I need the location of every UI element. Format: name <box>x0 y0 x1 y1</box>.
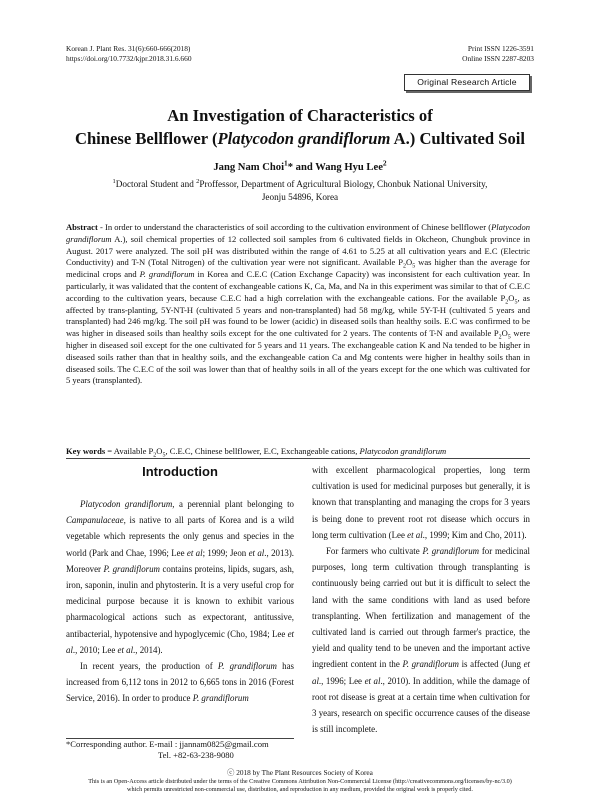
body-text: is affected (Jung <box>458 659 524 670</box>
intro-left-column <box>66 496 294 707</box>
abstract-text: O <box>406 257 413 268</box>
corresponding-marker: * <box>287 162 294 173</box>
affiliation <box>90 178 510 203</box>
subscript: 5 <box>162 452 166 459</box>
abstract-text: A.), soil chemical properties of 12 collected soil samples from 6 cultivated fields in Okcheon, Chungbuk province in August. 2017 were analyzed. The soil pH was distributed within the range of 4.61 to 5.25 at all cultivation years and E.C (Electric Conductivity) and T-N (Total Nitrogen) of the cultivation year were not significant. Available P <box>66 233 530 268</box>
body-italic: P. grandiflorum <box>217 661 277 672</box>
body-text: In recent years, the production of <box>80 661 218 672</box>
body-italic: P. grandiflorum <box>192 693 249 704</box>
body-italic: P. grandiflorum <box>402 659 459 670</box>
title-line-1: An Investigation of Characteristics of <box>167 106 433 125</box>
body-italic: et al <box>66 628 294 655</box>
title-text: A.) Cultivated Soil <box>390 129 526 148</box>
body-text: , a perennial plant belonging to <box>172 499 294 509</box>
subscript: 5 <box>412 264 416 271</box>
introduction-heading: Introduction <box>142 464 218 479</box>
author-separator: and <box>293 162 316 173</box>
body-text: ., 1996; Lee <box>318 675 365 686</box>
abstract <box>66 222 530 387</box>
title-species: Platycodon grandiflorum <box>217 129 391 148</box>
paper-title <box>60 104 540 150</box>
abstract-text: were higher in diseased soil except for the one cultivated for 5 years and 11 years. The exchangeable cation K and Na tended to be higher in diseased soils rather than that in healthy soils, and the exchangeable cation Ca and Mg contents were higher in healthy soils than in diseased soils. The C.E.C of the soil was lower than that of healthy soils in all of the years except for the one which was cultivated for 5 years (transplanted). <box>66 328 531 386</box>
keywords-italic: Platycodon grandiflorum <box>359 446 447 456</box>
doi-link[interactable]: https://doi.org/10.7732/kjpr.2018.31.6.660 <box>66 54 192 63</box>
keywords-label: Key words <box>66 446 106 456</box>
body-italic: et al <box>312 659 530 686</box>
title-line-2 <box>60 127 540 150</box>
body-text: ., 2013). Moreover <box>66 547 295 574</box>
intro-paragraph <box>66 658 294 707</box>
abstract-label: Abstract <box>66 222 98 232</box>
copyright-notice: ⓒ 2018 by The Plant Resources Society of Korea <box>227 768 373 777</box>
keywords-text: O <box>156 446 163 456</box>
license-line-1: This is an Open-Access article distributed under the terms of the Creative Commons Attribution Non-Commercial License (http://creativecommons.org/licenses/by-nc/3.0) <box>88 778 512 785</box>
affil-text: Proffessor, Department of Agricultural Biology, Chonbuk National University, <box>199 179 488 189</box>
affiliation-line-2: Jeonju 54896, Korea <box>261 191 339 202</box>
corr-label: *Corresponding author. <box>66 739 148 749</box>
body-text: ., 2010). In addition, while the damage of root rot disease is great at a certain time when cultivation for 3 years, research on specific occurrence causes of the disease is still incomplete. <box>312 675 531 735</box>
keywords <box>66 446 530 458</box>
abstract-text: - In order to understand the characteristics of soil according to the cultivation environment of Chinese bellflower ( <box>97 222 492 232</box>
body-italic: et al <box>407 529 423 540</box>
body-text: ., 2014). <box>133 644 163 655</box>
subscript: 5 <box>514 299 518 306</box>
body-text: ., 2010; Lee <box>72 644 118 655</box>
body-italic: et al <box>364 675 381 686</box>
affil-marker: 1 <box>284 158 288 168</box>
author-name: Jang Nam Choi <box>213 162 285 173</box>
license-notice <box>40 778 560 793</box>
author-list <box>60 158 540 173</box>
keywords-text: = Available P <box>105 446 154 456</box>
print-issn: Print ISSN 1226-3591 <box>467 44 534 53</box>
subscript: 2 <box>403 264 407 271</box>
title-text: Chinese Bellflower ( <box>74 129 218 148</box>
section-divider <box>66 458 530 459</box>
body-italic: P. grandiflorum <box>103 563 160 574</box>
intro-paragraph <box>312 543 530 737</box>
journal-header-left <box>66 44 192 64</box>
intro-right-column <box>312 462 530 737</box>
body-text: is native to all parts of Korea and is a wild vegetable which represents the only genus and species in the world (Park and Chae, 1996; Lee <box>66 515 294 558</box>
author-name: Wang Hyu Lee <box>315 162 383 173</box>
subscript: 2 <box>505 299 509 306</box>
subscript: 2 <box>153 452 157 459</box>
body-italic: et al <box>248 547 265 558</box>
abstract-text: O <box>508 292 515 303</box>
body-text: with excellent pharmacological properties, long term cultivation is used for medicinal purposes but generally, it is known that transplanting and managing the crops for 3 years is being done to prevent root rot disease which occurs in long term cultivation (Lee <box>312 465 530 540</box>
body-italic: et al <box>117 644 134 655</box>
body-text: for medicinal purposes, long term cultivation through transplanting is continuously being carried out but it is difficult to select the land with the same conditions with land as used before transplanting. When fertilization and management of the cultivated land is carried out through farmer's practice, the yield and quality tend to be uneven and the important active ingredient content in the <box>312 546 530 670</box>
body-italic: P. grandiflorum <box>422 546 480 557</box>
journal-citation: Korean J. Plant Res. 31(6):660-666(2018) <box>66 44 191 53</box>
subscript: 2 <box>498 334 502 341</box>
body-text: For farmers who cultivate <box>326 546 423 557</box>
affil-marker: 1 <box>112 177 116 185</box>
abstract-italic: P. grandiflorum <box>139 269 195 280</box>
affil-marker: 2 <box>196 177 200 185</box>
license-line-2: which permits unrestricted non-commercial use, distribution, and reproduction in any medium, provided the original work is properly cited. <box>127 785 473 793</box>
affil-text: Doctoral Student and <box>115 179 197 189</box>
online-issn: Online ISSN 2287-8203 <box>462 54 534 63</box>
subscript: 5 <box>507 334 511 341</box>
corr-tel: Tel. +82-63-238-9080 <box>158 750 234 760</box>
corresponding-author-note <box>66 739 294 761</box>
intro-paragraph <box>312 462 530 543</box>
keywords-text: , C.E.C, Chinese bellflower, E.C, Exchangeable cations, <box>165 446 360 456</box>
body-text: has increased from 6,112 tons in 2012 to 6,665 tons in 2016 (Forest Service, 2016). In order to produce <box>66 661 295 704</box>
corr-line-1 <box>66 739 294 750</box>
corr-email[interactable]: E-mail : jjannam0825@gmail.com <box>147 739 269 749</box>
body-italic: Platycodon grandiflorum <box>80 499 173 509</box>
abstract-text: in Korea and C.E.C (Cation Exchange Capacity) was inconsistent for each cultivation year. In particularly, it was validated that the content of exchangeable cations K, Ca, Ma, and Na in this experiment was similar to that of C.E.C according to the cultivation years, because C.E.C had a high correlation with the exchangeable cations. For the available P <box>66 269 530 303</box>
article-type-badge: Original Research Article <box>404 74 530 91</box>
journal-header-right <box>462 44 534 64</box>
body-italic: et al <box>186 547 203 558</box>
abstract-text: was higher than the average for medicinal crops and <box>66 257 530 280</box>
body-italic: Campanulaceae, <box>66 515 126 526</box>
body-text: ., 1999; Kim and Cho, 2011). <box>422 529 527 540</box>
abstract-text: , as affected by trans-planting, 5Y-NT-H (cultivated 5 years and non-transplanted) had 58 mg/kg, while 5Y-T-H (cultivated 5 years and transplanted) had 246 mg/kg. The soil pH was found to be lower (acidic) in diseased soils than healthy soils. E.C was confirmed to be was higher in diseased soils than healthy soils except for the one cultivated for 2 years. The contents of T-N and available P <box>66 292 530 339</box>
intro-paragraph <box>66 496 294 658</box>
body-text: contains proteins, lipids, sugars, ash, iron, saponin, inulin and phytosterin. It is a very useful crop for medicinal purpose because it is known to exhibit various pharmacological actions such as expectorant, antitussive, antibacterial, hypotensive and hypoglycemic (Cho, 1984; Lee <box>66 563 294 639</box>
affil-marker: 2 <box>382 158 387 168</box>
body-text: ; 1999; Jeon <box>202 547 249 558</box>
affiliation-line-1 <box>90 178 510 191</box>
abstract-text: O <box>501 328 508 339</box>
abstract-italic: Platycodon grandiflorum <box>66 222 530 244</box>
